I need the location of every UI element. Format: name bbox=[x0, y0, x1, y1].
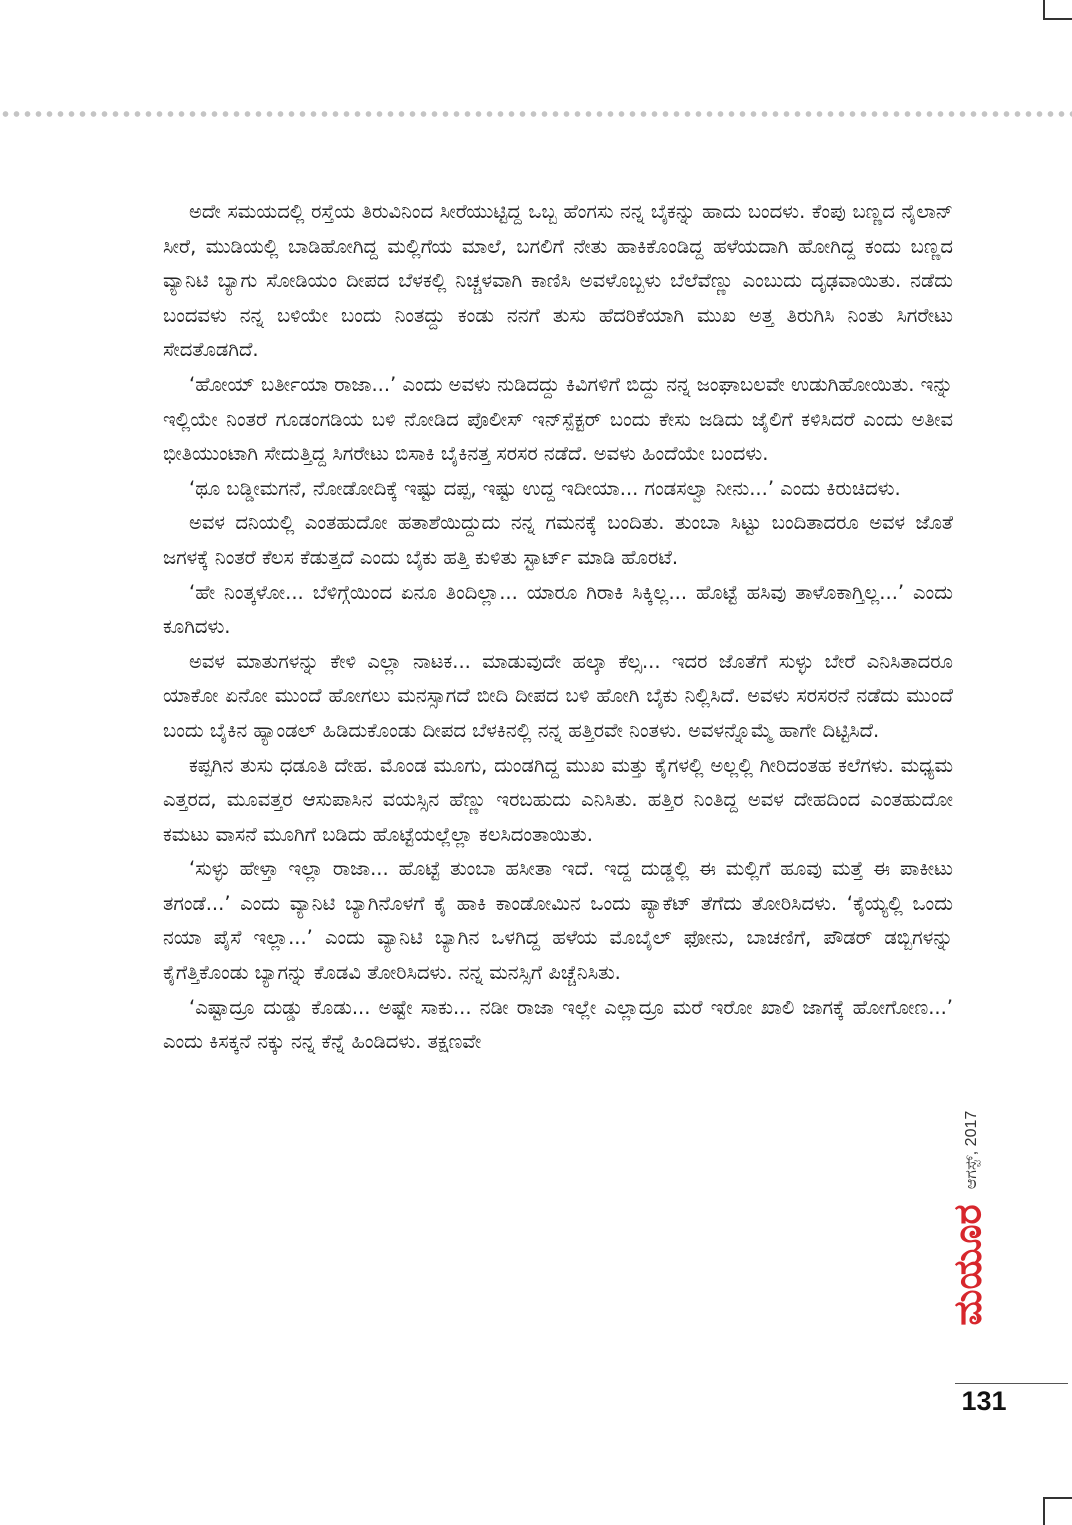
masthead-logo: ಮಯೂರ bbox=[945, 1204, 990, 1326]
paragraph-5: ‘ಹೇ ನಿಂತ್ಕಳೋ... ಬೆಳಿಗ್ಗೆಯಿಂದ ಏನೂ ತಿಂದಿಲ್ಲಾ... ಯಾರೂ ಗಿರಾಕಿ ಸಿಕ್ಕಿಲ್ಲ... ಹೊಟ್ಟೆ ಹಸಿವು ತಾಳೊಕಾಗ್ತಿಲ್ಲ...’ ಎಂದು ಕೂಗಿದಳು. bbox=[163, 580, 953, 639]
paragraph-7: ಕಪ್ಪಗಿನ ತುಸು ಧಡೂತಿ ದೇಹ. ಮೊಂಡ ಮೂಗು, ದುಂಡಗಿದ್ದ ಮುಖ ಮತ್ತು ಕೈಗಳಲ್ಲಿ ಅಲ್ಲಲ್ಲಿ ಗೀರಿದಂತಹ ಕಲೆಗಳು. ಮಧ್ಯಮ ಎತ್ತರದ, ಮೂವತ್ತರ ಆಸುಪಾಸಿನ ವಯಸ್ಸಿನ ಹೆಣ್ಣು ಇರಬಹುದು ಎನಿಸಿತು. ಹತ್ತಿರ ನಿಂತಿದ್ದ ಅವಳ ದೇಹದಿಂದ ಎಂತಹುದೋ ಕಮಟು ವಾಸನೆ ಮೂಗಿಗೆ ಬಡಿದು ಹೊಟ್ಟೆಯಲ್ಲೆಲ್ಲಾ ಕಲಸಿದಂತಾಯಿತು. bbox=[163, 753, 953, 846]
paragraph-2: ‘ಹೋಯ್ ಬರ್ತೀಯಾ ರಾಜಾ...’ ಎಂದು ಅವಳು ನುಡಿದದ್ದು ಕಿವಿಗಳಿಗೆ ಬಿದ್ದು ನನ್ನ ಜಂಘಾಬಲವೇ ಉಡುಗಿಹೋಯಿತು. ಇನ್ನು ಇಲ್ಲಿಯೇ ನಿಂತರೆ ಗೂಡಂಗಡಿಯ ಬಳಿ ನೋಡಿದ ಪೊಲೀಸ್ ಇನ್‌ಸ್ಪೆಕ್ಟರ್ ಬಂದು ಕೇಸು ಜಡಿದು ಜೈಲಿಗೆ ಕಳಿಸಿದರೆ ಎಂದು ಅತೀವ ಭೀತಿಯುಂಟಾಗಿ ಸೇದುತ್ತಿದ್ದ ಸಿಗರೇಟು ಬಿಸಾಕಿ ಬೈಕಿನತ್ತ ಸರಸರ ನಡೆದೆ. ಅವಳು ಹಿಂದೆಯೇ ಬಂದಳು. bbox=[163, 372, 953, 466]
paragraph-6: ಅವಳ ಮಾತುಗಳನ್ನು ಕೇಳಿ ಎಲ್ಲಾ ನಾಟಕ... ಮಾಡುವುದೇ ಹಲ್ಕಾ ಕೆಲ್ಸ... ಇದರ ಜೊತೆಗೆ ಸುಳ್ಳು ಬೇರೆ ಎನಿಸಿತಾದರೂ ಯಾಕೋ ಏನೋ ಮುಂದೆ ಹೋಗಲು ಮನಸ್ಸಾಗದೆ ಬೀದಿ ದೀಪದ ಬಳಿ ಹೋಗಿ ಬೈಕು ನಿಲ್ಲಿಸಿದೆ. ಅವಳು ಸರಸರನೆ ನಡೆದು ಮುಂದೆ ಬಂದು ಬೈಕಿನ ಹ್ಯಾಂಡಲ್ ಹಿಡಿದುಕೊಂಡು ದೀಪದ ಬೆಳಕಿನಲ್ಲಿ ನನ್ನ ಹತ್ತಿರವೇ ನಿಂತಳು. ಅವಳನ್ನೊಮ್ಮೆ ಹಾಗೇ ದಿಟ್ಟಿಸಿದೆ. bbox=[163, 649, 953, 742]
magazine-sidebar bbox=[945, 1105, 1010, 1380]
crop-mark-bottom-right bbox=[1043, 1497, 1072, 1525]
page-number: 131 bbox=[961, 1386, 1007, 1416]
paragraph-9: ‘ಎಷ್ಟಾದ್ರೂ ದುಡ್ಡು ಕೊಡು... ಅಷ್ಟೇ ಸಾಕು... ನಡೀ ರಾಜಾ ಇಲ್ಲೇ ಎಲ್ಲಾದ್ರೂ ಮರೆ ಇರೋ ಖಾಲಿ ಜಾಗಕ್ಕೆ ಹೋಗೋಣ...’ ಎಂದು ಕಿಸಕ್ಕನೆ ನಕ್ಕು ನನ್ನ ಕೆನ್ನೆ ಹಿಂಡಿದಳು. ತಕ್ಷಣವೇ bbox=[163, 995, 953, 1054]
crop-mark-top-right bbox=[1043, 0, 1072, 20]
issue-date: ಆಗಸ್ಟ್, 2017 bbox=[963, 1110, 980, 1190]
paragraph-1: ಅದೇ ಸಮಯದಲ್ಲಿ ರಸ್ತೆಯ ತಿರುವಿನಿಂದ ಸೀರೆಯುಟ್ಟಿದ್ದ ಒಬ್ಬ ಹೆಂಗಸು ನನ್ನ ಬೈಕನ್ನು ಹಾದು ಬಂದಳು. ಕೆಂಪು ಬಣ್ಣದ ನೈಲಾನ್ ಸೀರೆ, ಮುಡಿಯಲ್ಲಿ ಬಾಡಿಹೋಗಿದ್ದ ಮಲ್ಲಿಗೆಯ ಮಾಲೆ, ಬಗಲಿಗೆ ನೇತು ಹಾಕಿಕೊಂಡಿದ್ದ ಹಳೆಯದಾಗಿ ಹೋಗಿದ್ದ ಕಂದು ಬಣ್ಣದ ವ್ಯಾನಿಟಿ ಬ್ಯಾಗು ಸೋಡಿಯಂ ದೀಪದ ಬೆಳಕಲ್ಲಿ ನಿಚ್ಚಳವಾಗಿ ಕಾಣಿಸಿ ಅವಳೊಬ್ಬಳು ಬೆಲೆವೆಣ್ಣು ಎಂಬುದು ದೃಢವಾಯಿತು. ನಡೆದು ಬಂದವಳು ನನ್ನ ಬಳಿಯೇ ಬಂದು ನಿಂತದ್ದು ಕಂಡು ನನಗೆ ತುಸು ಹೆದರಿಕೆಯಾಗಿ ಮುಖ ಅತ್ತ ತಿರುಗಿಸಿ ನಿಂತು ಸಿಗರೇಟು ಸೇದತೊಡಗಿದೆ. bbox=[163, 200, 953, 362]
paragraph-3: ‘ಥೂ ಬಡ್ಡೀಮಗನೆ, ನೋಡೋದಿಕ್ಕೆ ಇಷ್ಟು ದಪ್ಪ, ಇಷ್ಟು ಉದ್ದ ಇದೀಯಾ... ಗಂಡಸಲ್ವಾ ನೀನು...’ ಎಂದು ಕಿರುಚಿದಳು. bbox=[189, 476, 901, 500]
page-number-rule bbox=[955, 1383, 1068, 1384]
paragraph-8: ‘ಸುಳ್ಳು ಹೇಳ್ತಾ ಇಲ್ಲಾ ರಾಜಾ... ಹೊಟ್ಟೆ ತುಂಬಾ ಹಸೀತಾ ಇದೆ. ಇದ್ದ ದುಡ್ಡಲ್ಲಿ ಈ ಮಲ್ಲಿಗೆ ಹೂವು ಮತ್ತೆ ಈ ಪಾಕೀಟು ತಗಂಡೆ...’ ಎಂದು ವ್ಯಾನಿಟಿ ಬ್ಯಾಗಿನೊಳಗೆ ಕೈ ಹಾಕಿ ಕಾಂಡೋಮಿನ ಒಂದು ಪ್ಯಾಕೆಟ್ ತೆಗೆದು ತೋರಿಸಿದಳು. ‘ಕೈಯ್ಯಲ್ಲಿ ಒಂದು ನಯಾ ಪೈಸೆ ಇಲ್ಲಾ...’ ಎಂದು ವ್ಯಾನಿಟಿ ಬ್ಯಾಗಿನ ಒಳಗಿದ್ದ ಹಳೆಯ ಮೊಬೈಲ್ ಫೋನು, ಬಾಚಣಿಗೆ, ಪೌಡರ್ ಡಬ್ಬಿಗಳನ್ನು ಕೈಗೆತ್ತಿಕೊಂಡು ಬ್ಯಾಗನ್ನು ಕೊಡವಿ ತೋರಿಸಿದಳು. ನನ್ನ ಮನಸ್ಸಿಗೆ ಪಿಚ್ಚೆನಿಸಿತು. bbox=[163, 857, 953, 985]
article-body bbox=[163, 195, 953, 1060]
dotted-divider bbox=[0, 110, 1072, 118]
paragraph-4: ಅವಳ ದನಿಯಲ್ಲಿ ಎಂತಹುದೋ ಹತಾಶೆಯಿದ್ದುದು ನನ್ನ ಗಮನಕ್ಕೆ ಬಂದಿತು. ತುಂಬಾ ಸಿಟ್ಟು ಬಂದಿತಾದರೂ ಅವಳ ಜೊತೆ ಜಗಳಕ್ಕೆ ನಿಂತರೆ ಕೆಲಸ ಕೆಡುತ್ತದೆ ಎಂದು ಬೈಕು ಹತ್ತಿ ಕುಳಿತು ಸ್ಟಾರ್ಟ್ ಮಾಡಿ ಹೊರಟೆ. bbox=[163, 511, 953, 569]
